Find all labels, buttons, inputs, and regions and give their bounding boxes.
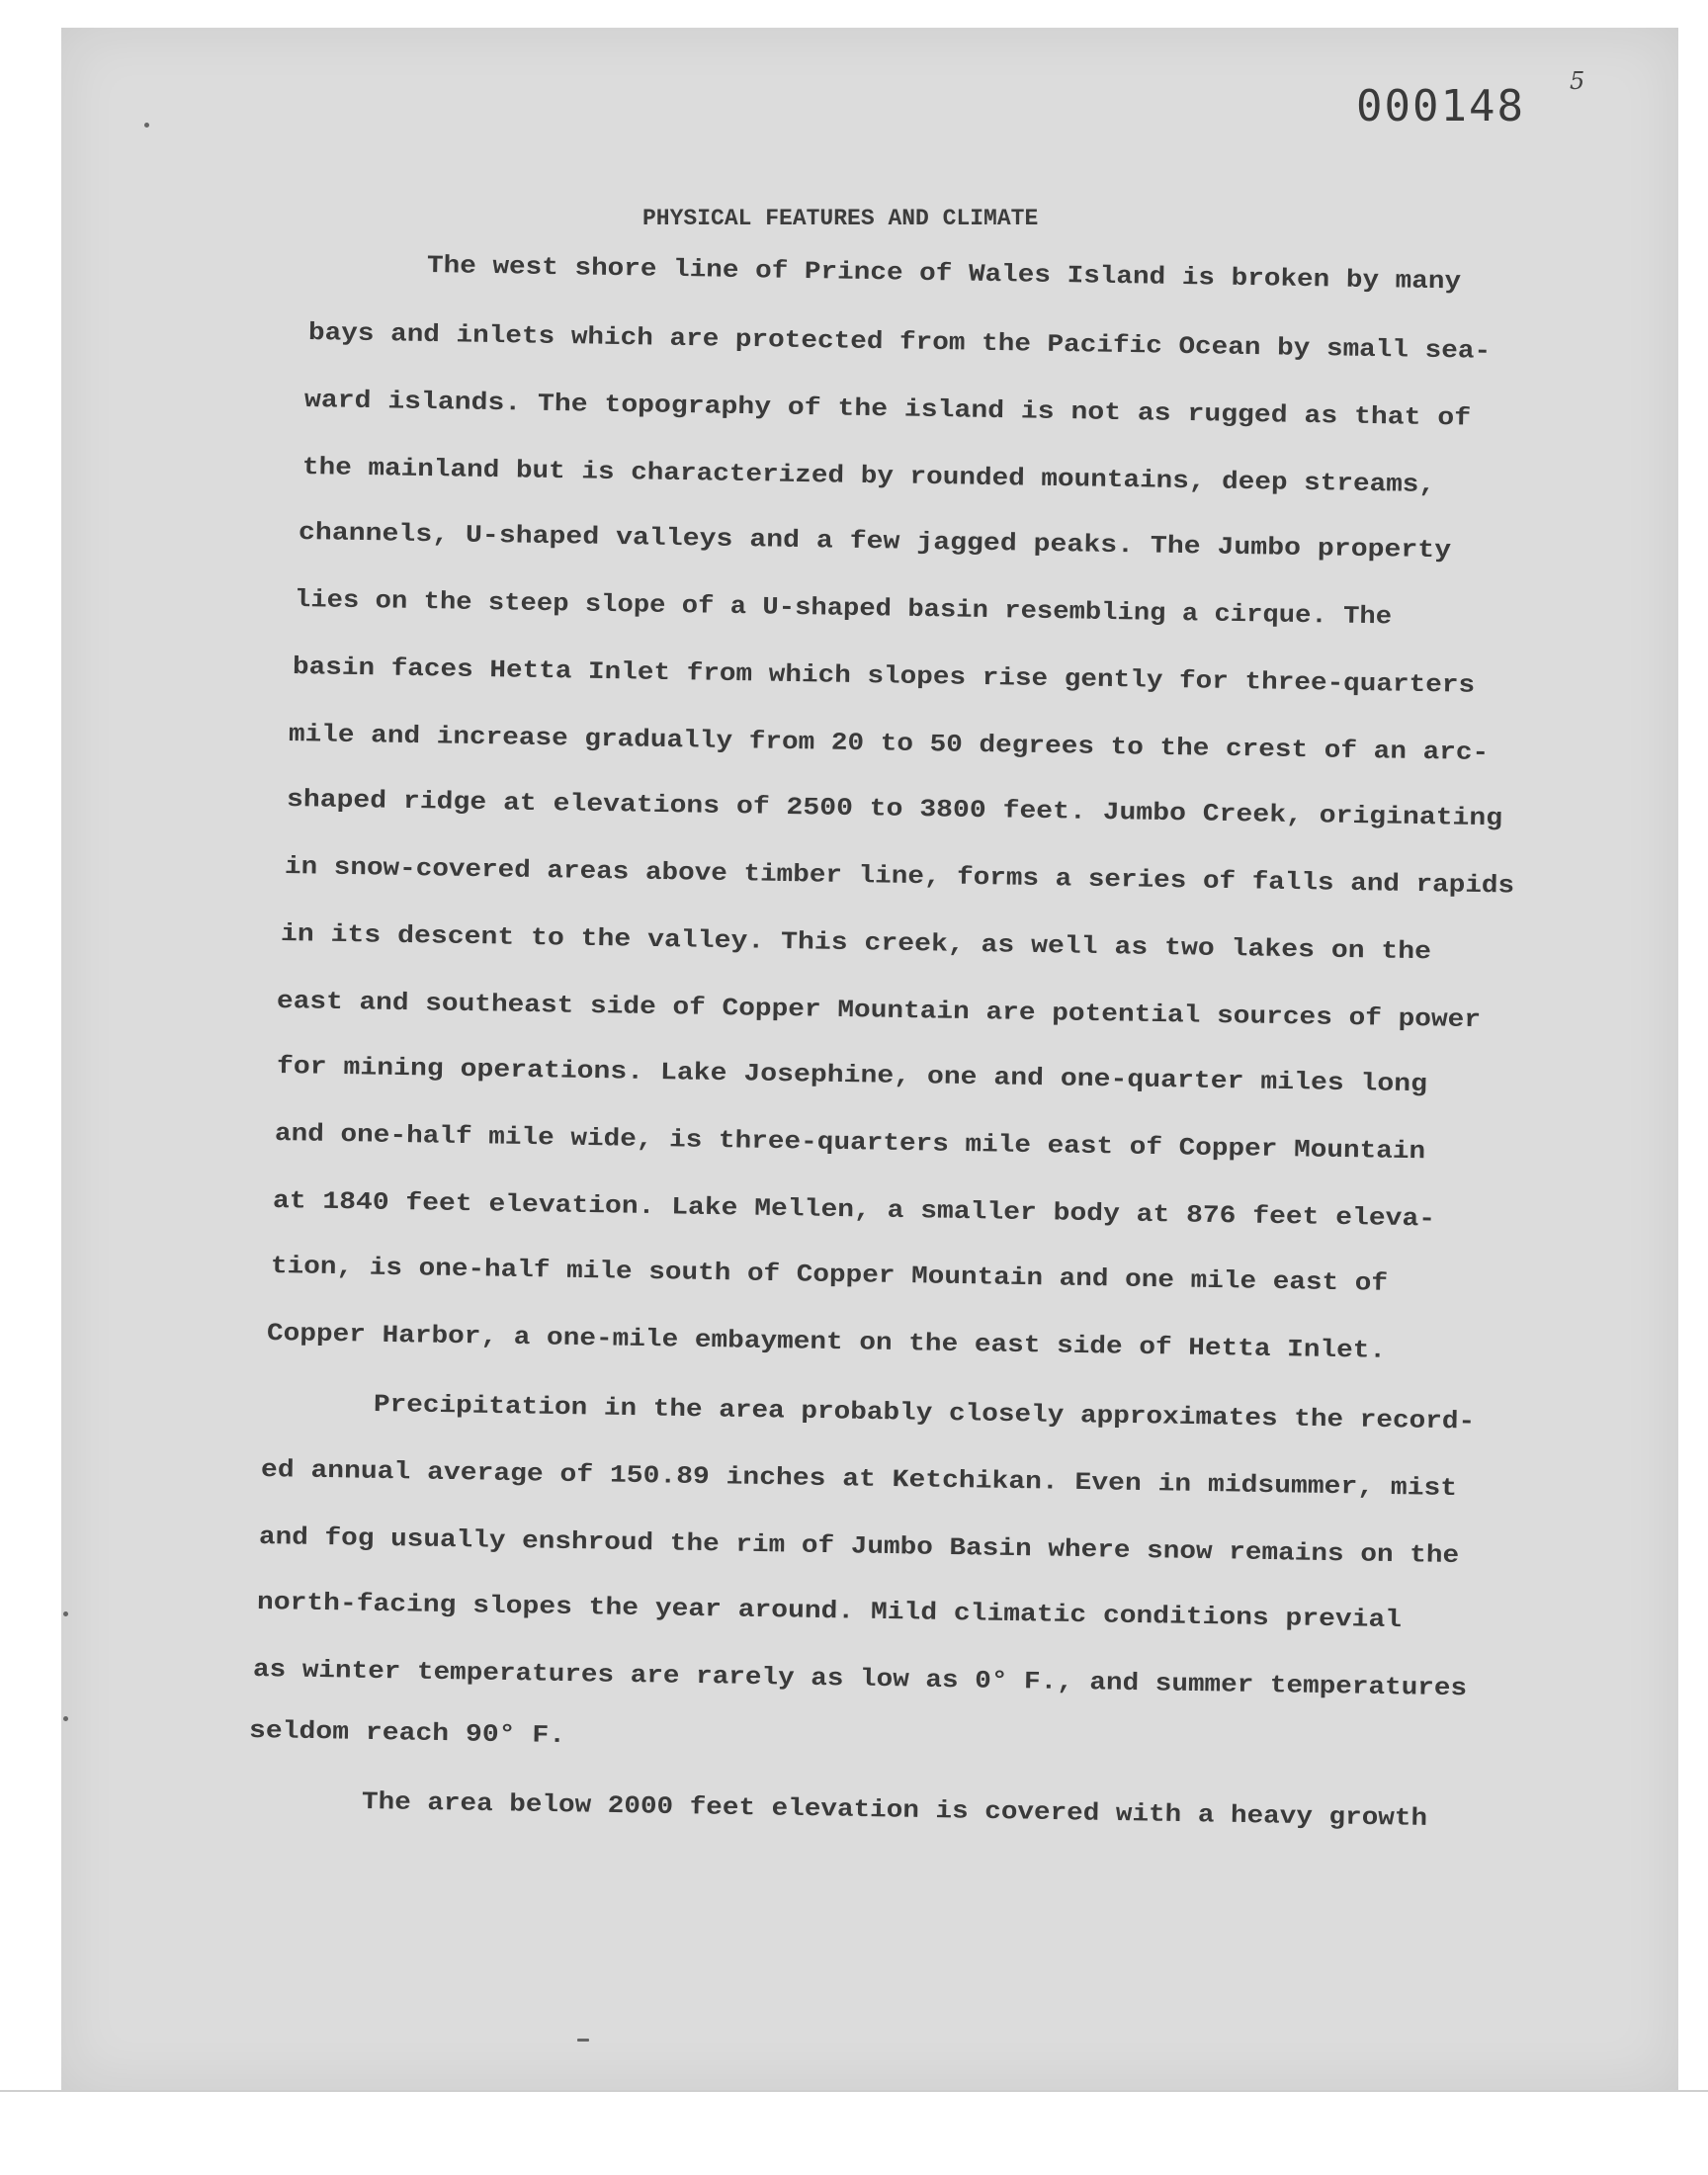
text-line: ward islands. The topography of the island is not as rugged as that of — [303, 386, 1472, 433]
scan-speck — [577, 2039, 589, 2042]
text-line: bays and inlets which are protected from the Pacific Ocean by small sea- — [307, 318, 1492, 366]
text-line: as winter temperatures are rarely as low as 0° F., and summer temperatures — [252, 1655, 1468, 1703]
text-line: in snow-covered areas above timber line, forms a series of falls and rapids — [284, 852, 1515, 901]
text-line: Precipitation in the area probably closely approximates the record- — [373, 1390, 1476, 1436]
text-line: ed annual average of 150.89 inches at Ketchikan. Even in midsummer, mist — [260, 1455, 1458, 1504]
text-line: tion, is one-half mile south of Copper Mountain and one mile east of — [270, 1252, 1389, 1298]
text-line: mile and increase gradually from 20 to 50 degrees to the crest of an arc- — [288, 720, 1490, 768]
scan-edge — [0, 2090, 1708, 2092]
text-line: The west shore line of Prince of Wales Island is broken by many — [426, 251, 1462, 297]
text-line: channels, U-shaped valleys and a few jagged peaks. The Jumbo property — [298, 518, 1452, 566]
page-number: 5 — [1570, 67, 1585, 95]
scan-speck — [63, 1611, 68, 1616]
text-line: and one-half mile wide, is three-quarters mile east of Copper Mountain — [274, 1119, 1426, 1167]
text-line: in its descent to the valley. This creek, as well as two lakes on the — [280, 919, 1432, 967]
page-title: PHYSICAL FEATURES AND CLIMATE — [642, 206, 1039, 231]
text-line: seldom reach 90° F. — [248, 1716, 566, 1751]
text-line: lies on the steep slope of a U-shaped basin resembling a cirque. The — [294, 585, 1393, 632]
text-line: at 1840 feet elevation. Lake Mellen, a smaller body at 876 feet eleva- — [272, 1186, 1436, 1234]
text-line: shaped ridge at elevations of 2500 to 3800 feet. Jumbo Creek, originating — [286, 785, 1503, 833]
text-line: basin faces Hetta Inlet from which slopes rise gently for three-quarters — [292, 652, 1476, 700]
scan-margin — [0, 2090, 1708, 2175]
text-line: the mainland but is characterized by rounded mountains, deep streams, — [301, 453, 1436, 500]
text-line: and fog usually enshroud the rim of Jumbo Basin where snow remains on the — [258, 1522, 1460, 1571]
text-line: east and southeast side of Copper Mountain are potential sources of power — [276, 987, 1482, 1035]
document-stamp-number: 000148 — [1356, 81, 1525, 131]
text-line: The area below 2000 feet elevation is covered with a heavy growth — [361, 1787, 1428, 1833]
text-line: for mining operations. Lake Josephine, one and one-quarter miles long — [276, 1052, 1428, 1099]
text-line: Copper Harbor, a one-mile embayment on the east side of Hetta Inlet. — [266, 1319, 1387, 1365]
text-line: north-facing slopes the year around. Mild climatic conditions previal — [256, 1588, 1403, 1635]
scan-speck — [144, 123, 149, 128]
scan-speck — [63, 1716, 68, 1721]
